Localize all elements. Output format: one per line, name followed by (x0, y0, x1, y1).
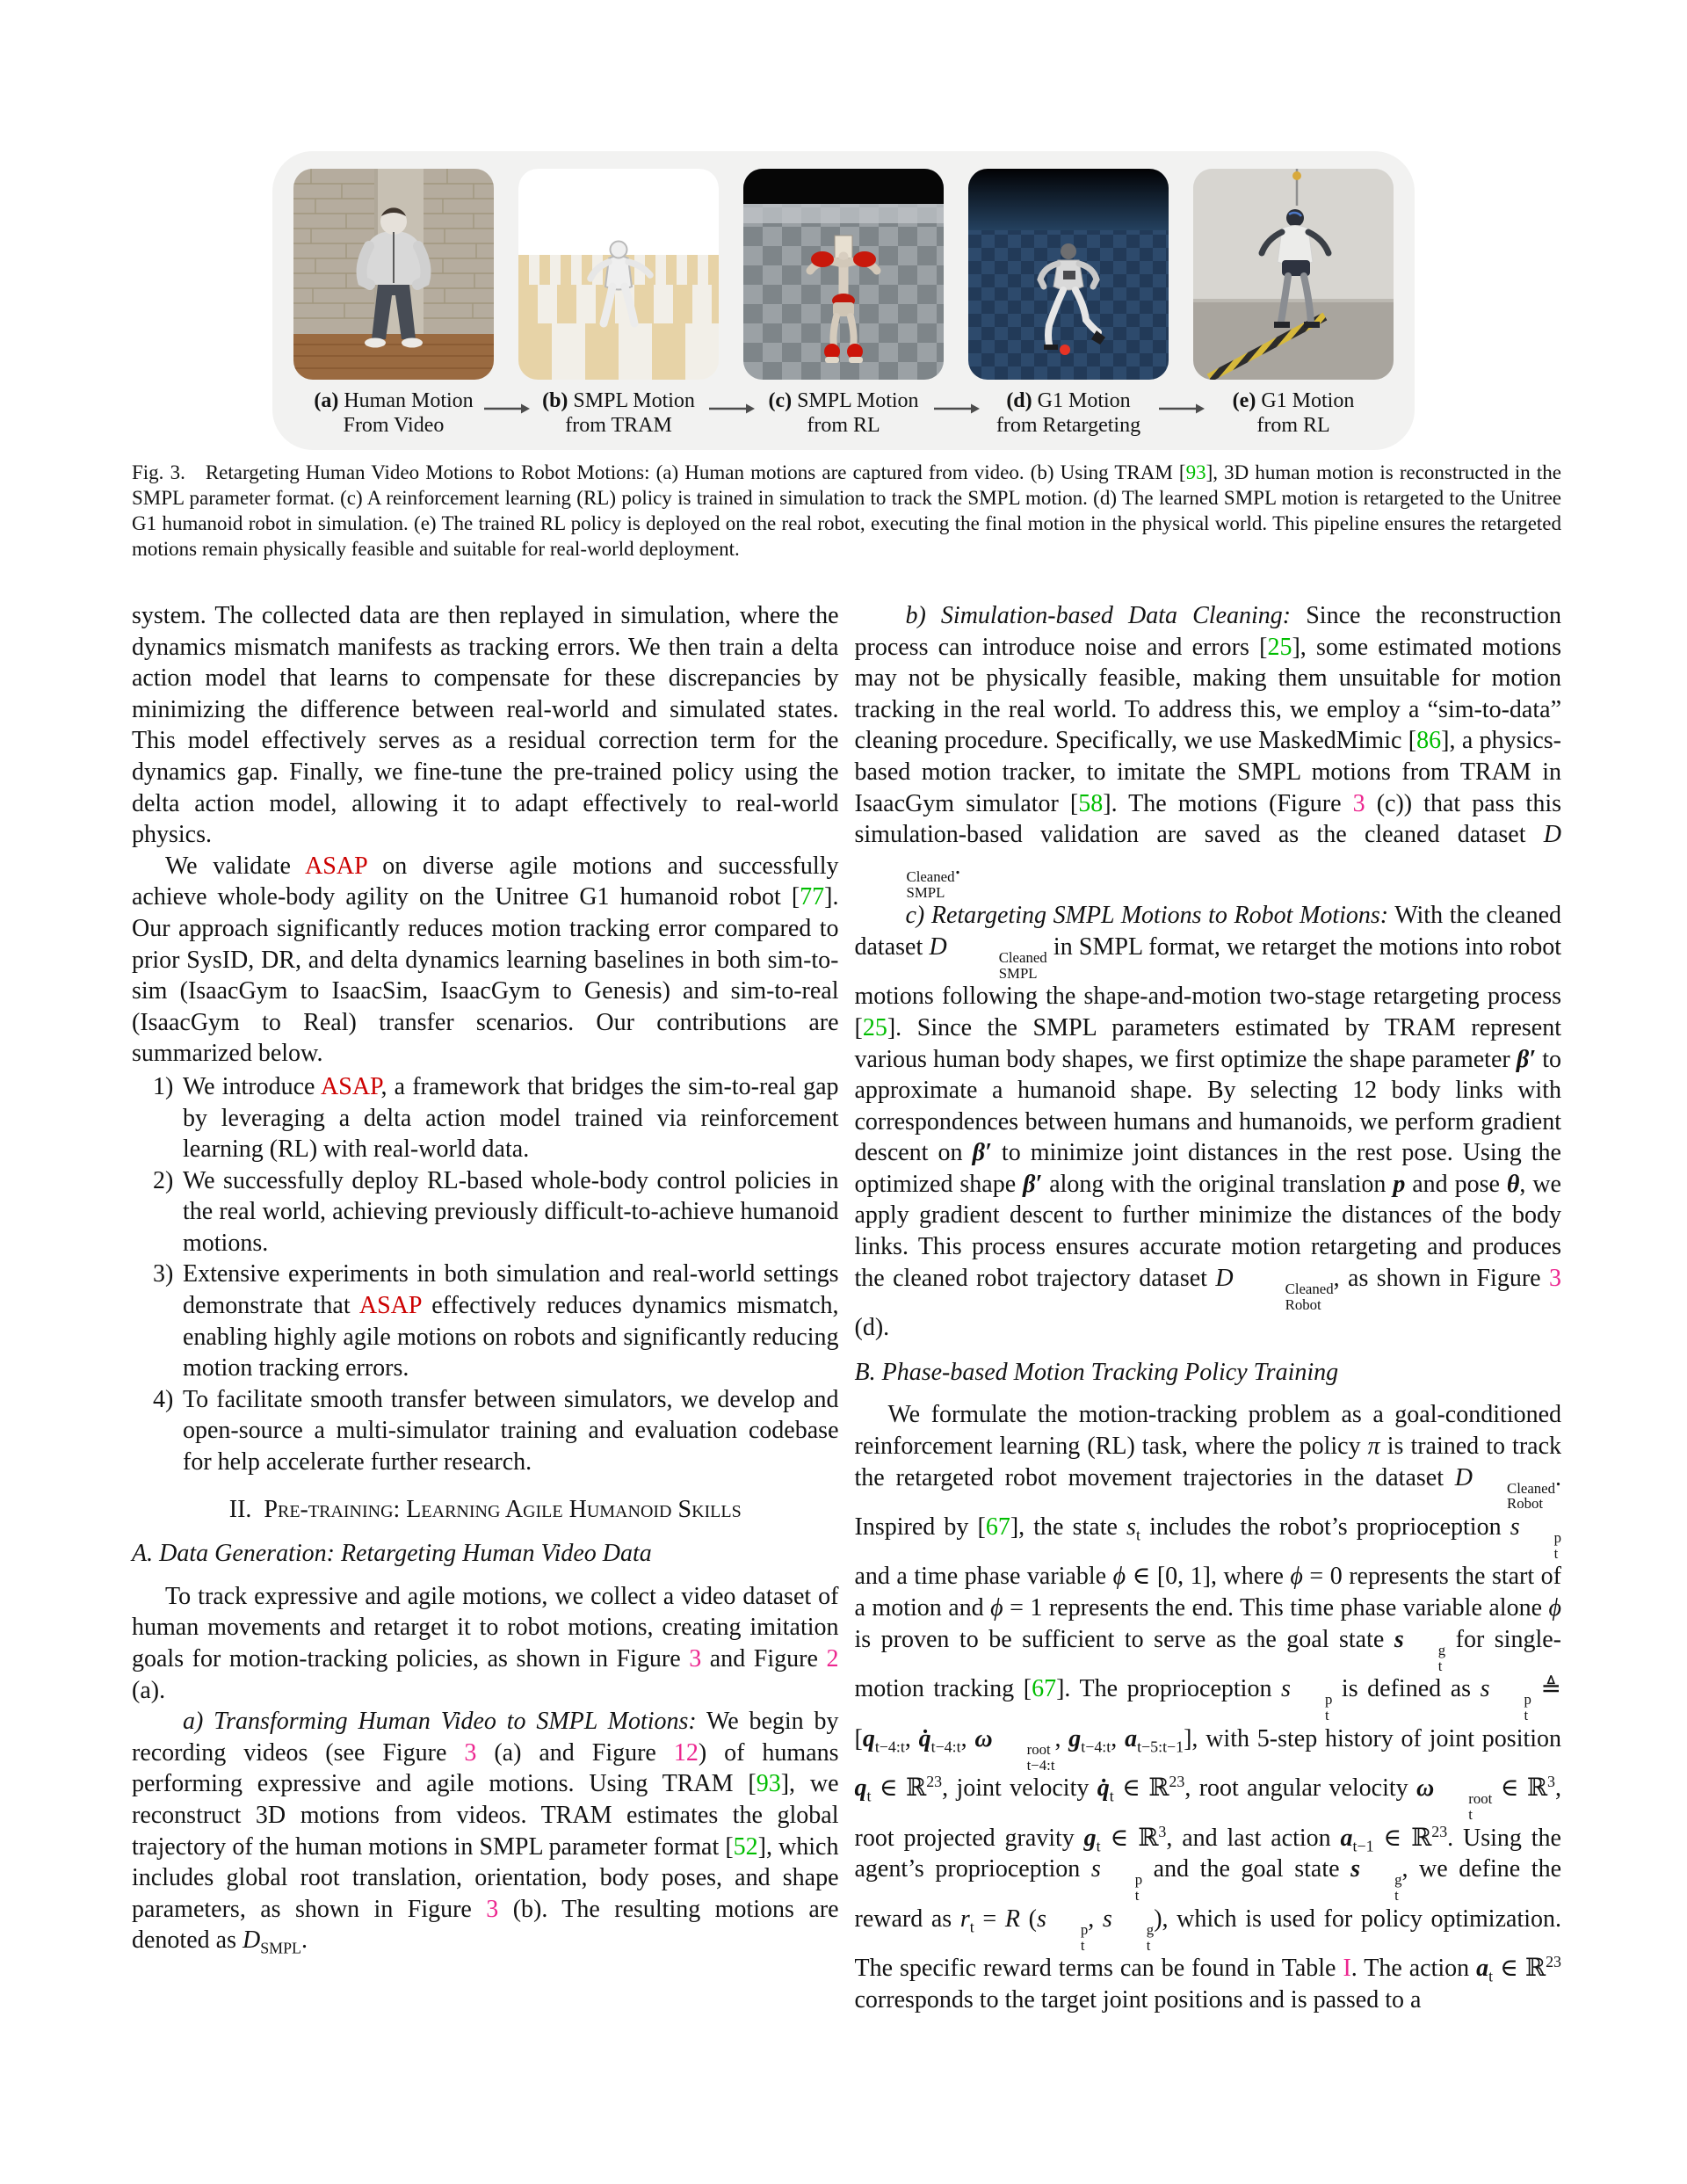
subsection-heading: A. Data Generation: Retargeting Human Video Data (132, 1540, 652, 1568)
list-item (132, 1071, 839, 1165)
paragraph: We validate ASAP on diverse agile motions and successfully achieve whole-body agility on the Unitree G1 humanoid robot [77]. Our approach significantly reduces motion tracking error compared to prior SysID, DR, and delta dynamics learning baselines in both sim-to-sim (IsaacGym to IsaacSim, IsaacGym to Genesis) and sim-to-real (IsaacGym to Real) transfer scenarios. Our contributions are summarized below. (132, 852, 839, 1068)
list-item (132, 1384, 839, 1478)
contribution-list (132, 1071, 839, 1478)
list-item-text: To facilitate smooth transfer between simulators, we develop and open-source a multi-simulator training and evaluation codebase for help accelerate further research. (183, 1385, 839, 1477)
figure-panel-b (518, 169, 719, 438)
figure-panel-d (968, 169, 1169, 438)
panel-e-label: (e) G1 Motion from RL (1232, 389, 1355, 437)
body-columns (132, 600, 1561, 2015)
figure-caption: Fig. 3. Retargeting Human Video Motions to Robot Motions: (a) Human motions are captured from video. (b) Using TRAM [93], 3D human motion is reconstructed in the SMPL parameter format. (c) A reinforcement learning (RL) policy is trained in simulation to track the SMPL motion. (d) The learned SMPL motion is retargeted to the Unitree G1 humanoid robot in simulation. (e) The trained RL policy is deployed on the real robot, executing the final motion in the physical world. This pipeline ensures the retargeted motions remain physically feasible and suitable for real-world deployment. (132, 461, 1561, 560)
right-column (855, 600, 1562, 2015)
arrow-right-icon (1157, 403, 1205, 415)
subsection-heading: B. Phase-based Motion Tracking Policy Training (854, 1358, 1339, 1386)
figure-panel-e (1193, 169, 1394, 438)
panel-b-image (518, 169, 719, 380)
panel-d-label: (d) G1 Motion from Retargeting (996, 389, 1141, 437)
list-item-number: 4) (153, 1385, 174, 1413)
panel-b-label: (b) SMPL Motion from TRAM (542, 389, 695, 437)
figure-3 (272, 151, 1415, 450)
left-column (132, 600, 839, 2015)
list-item-number: 1) (153, 1072, 174, 1100)
panel-c-image (743, 169, 944, 380)
figure-panel-c (743, 169, 944, 438)
g1-real-robot-photo (1193, 169, 1394, 380)
arrow-right-icon (482, 403, 530, 415)
paragraph: system. The collected data are then replayed in simulation, where the dynamics mismatch manifests as tracking errors. We then train a delta action model that learns to compensate for these discrepancies by minimizing the difference between real-world and simulated states. This model effectively serves as a residual correction term for the dynamics gap. Finally, we fine-tune the pre-trained policy using the delta action model, allowing it to adapt effectively to real-world physics. (132, 602, 839, 849)
section-heading: II. Pre-training: Learning Agile Humanoid Skills (228, 1495, 742, 1523)
panel-e-image (1193, 169, 1394, 380)
list-item-number: 2) (153, 1166, 174, 1194)
list-item-text: We introduce ASAP, a framework that bridges the sim-to-real gap by leveraging a delta action model trained via reinforcement learning (RL) with real-world data. (183, 1072, 839, 1164)
smpl-rl-sim-render (743, 169, 944, 380)
paragraph: b) Simulation-based Data Cleaning: Since the reconstruction process can introduce noise and errors [25], some estimated motions may not be physically feasible, making them unsuitable for motion tracking in the real world. To address this, we employ a “sim-to-data” cleaning procedure. Specifically, we use MaskedMimic [86], a physics-based motion tracker, to imitate the SMPL motions from TRAM in IsaacGym simulator [58]. The motions (Figure 3 (c)) that pass this simulation-based validation are saved as the cleaned dataset D Cleaned SMPL . (854, 602, 1562, 901)
figure-panel-row (272, 169, 1415, 438)
paragraph: a) Transforming Human Video to SMPL Motions: We begin by recording videos (see Figure 3 (a) and Figure 12) of humans performing expressive and agile motions. Using TRAM [93], we reconstruct 3D motions from videos. TRAM estimates the global trajectory of the human motions in SMPL parameter format [52], which includes global root translation, orientation, body poses, and shape parameters, as shown in Figure 3 (b). The resulting motions are denoted as $D_{SMPL}$. (132, 1708, 839, 1957)
human-video-photo (293, 169, 494, 380)
list-item-text: We successfully deploy RL-based whole-body control policies in the real world, achieving previously difficult-to-achieve humanoid motions. (183, 1166, 839, 1257)
arrow-right-icon (932, 403, 980, 415)
paragraph: To track expressive and agile motions, we collect a video dataset of human movements and retarget it to robot motions, creating imitation goals for motion-tracking policies, as shown in Figure 3 and Figure 2 (a). (132, 1582, 839, 1704)
panel-a-label: (a) Human Motion From Video (314, 389, 474, 437)
panel-e-tag: (e) (1232, 389, 1256, 412)
panel-b-tag: (b) (542, 389, 568, 412)
panel-d-image (968, 169, 1169, 380)
list-item (132, 1165, 839, 1259)
g1-retarget-sim-render (968, 169, 1169, 380)
panel-a-image (293, 169, 494, 380)
smpl-mesh-render (518, 169, 719, 380)
panel-c-label: (c) SMPL Motion from RL (768, 389, 919, 437)
arrow-right-icon (707, 403, 755, 415)
paragraph: c) Retargeting SMPL Motions to Robot Motions: With the cleaned dataset D Cleaned SMPL in SMPL format, we retarget the motions into robot motions following the shape-and-motion two-stage retargeting process [25]. Since the SMPL parameters estimated by TRAM represent various human body shapes, we first optimize the shape parameter β′ to approximate a humanoid shape. By selecting 12 body links with correspondences between humans and humanoids, we perform gradient descent on β′ to minimize joint distances in the rest pose. Using the optimized shape β′ along with the original translation p and pose θ, we apply gradient descent to further minimize the distances of the body links. This process ensures accurate motion retargeting and produces the cleaned robot trajectory dataset D Cleaned Robot , as shown in Figure 3 (d). (854, 902, 1562, 1342)
panel-d-tag: (d) (1006, 389, 1032, 412)
list-item (132, 1259, 839, 1383)
list-item-number: 3) (153, 1260, 174, 1288)
panel-a-tag: (a) (314, 389, 339, 412)
panel-c-tag: (c) (768, 389, 793, 412)
list-item-text: Extensive experiments in both simulation and real-world settings demonstrate that ASAP effectively reduces dynamics mismatch, enabling highly agile motions on robots and significantly reducing motion tracking errors. (183, 1260, 839, 1382)
paragraph: We formulate the motion-tracking problem as a goal-conditioned reinforcement learning (RL) task, where the policy π is trained to track the retargeted robot movement trajectories in the dataset D Cleaned Robot . Inspired by [67], the state $s_t$ includes the robot’s proprioception s p t and a time phase variable ϕ ∈ [0, 1], where ϕ = 0 represents the start of a motion and ϕ = 1 represents the end. This time phase variable alone ϕ is proven to be sufficient to serve as the goal state s g t for single-motion tracking [67]. The proprioception s p t is defined as s p t ≜ [$q_{t-4:t}$, $q̇_{t-4:t}$, ω root t−4:t , $g_{t-4:t}$, $a_{t-5:t-1}$], with 5-step history of joint position $q_t$ ∈ ℝ$^{23}$, joint velocity $q̇_t$ ∈ ℝ$^{23}$, root angular velocity ω root t ∈ ℝ$^3$, root projected gravity $g_t$ ∈ ℝ$^3$, and last action $a_{t-1}$ ∈ ℝ$^{23}$. Using the agent’s proprioception s p t and the goal state s g t , we define the reward as $r_t = R$ (s p t , s g t ), which is used for policy optimization. The specific reward terms can be found in Table I. The action $a_t$ ∈ ℝ$^{23}$ corresponds to the target joint positions and is passed to a (854, 1401, 1562, 2013)
figure-panel-a (293, 169, 494, 438)
